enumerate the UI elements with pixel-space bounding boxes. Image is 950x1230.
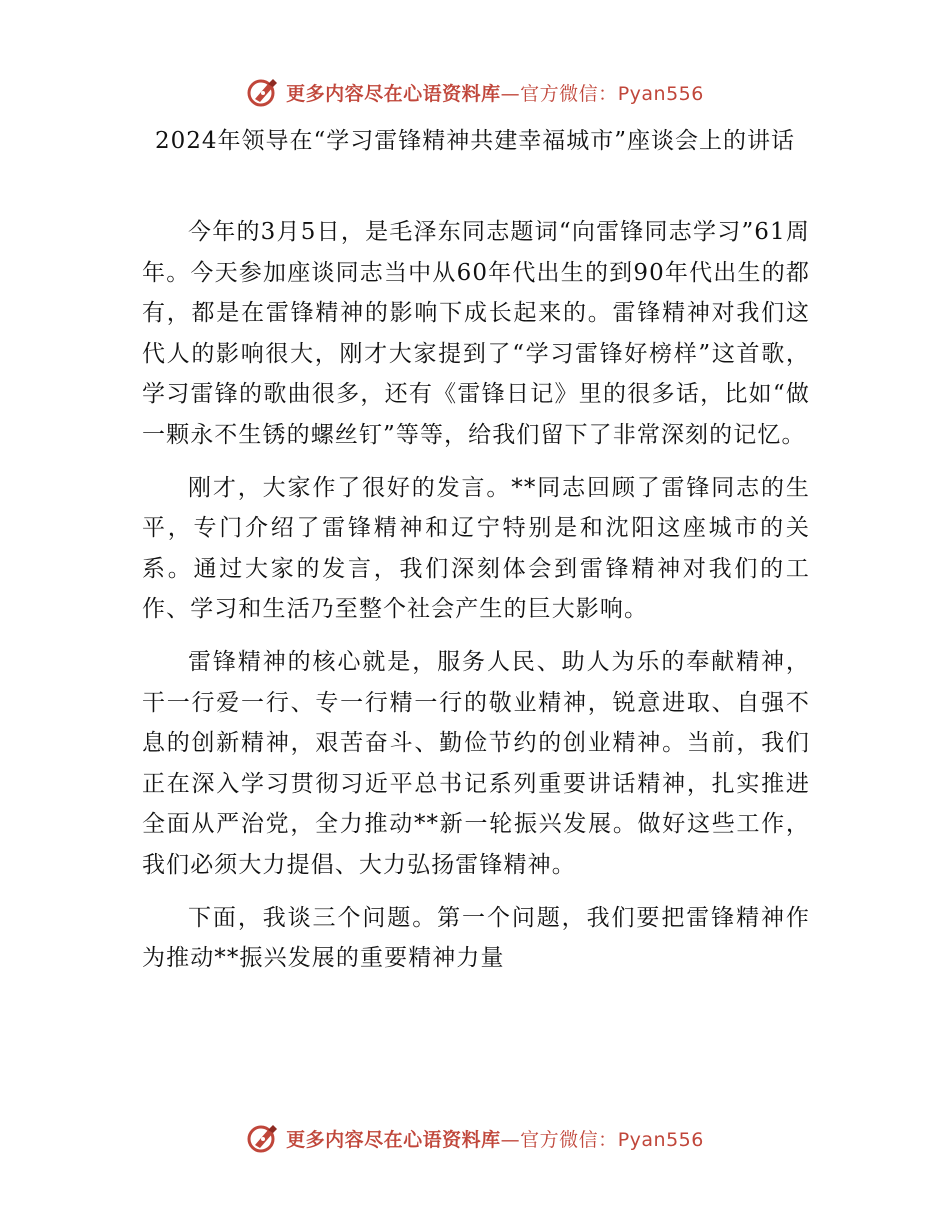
header-separator: —	[500, 82, 521, 105]
header-site-name: 更多内容尽在心语资料库	[286, 82, 501, 105]
footer-separator: —	[500, 1128, 521, 1151]
document-title: 2024年领导在“学习雷锋精神共建幸福城市”座谈会上的讲话	[154, 128, 796, 154]
paragraph: 下面，我谈三个问题。第一个问题，我们要把雷锋精神作为推动**振兴发展的重要精神力量	[142, 904, 810, 972]
header-contact-id: Pyan556	[617, 82, 704, 105]
footer-banner-text	[286, 1125, 704, 1152]
paragraph: 雷锋精神的核心就是，服务人民、助人为乐的奉献精神，干一行爱一行、专一行精一行的敬业精神，锐意进取、自强不息的创新精神，艰苦奋斗、勤俭节约的创业精神。当前，我们正在深入学习贯彻习近平总书记系列重要讲话精神，扎实推进全面从严治党，全力推动**新一轮振兴发展。做好这些工作，我们必须大力提倡、大力弘扬雷锋精神。	[142, 648, 810, 878]
footer-site-name: 更多内容尽在心语资料库	[286, 1128, 501, 1151]
header-contact-label: 官方微信：	[520, 82, 618, 105]
pen-nib-circle-icon	[246, 1121, 280, 1155]
footer-banner	[0, 1118, 950, 1158]
footer-contact-label: 官方微信：	[520, 1128, 618, 1151]
header-banner	[0, 72, 950, 112]
document-body	[142, 212, 810, 991]
paragraph: 刚才，大家作了很好的发言。**同志回顾了雷锋同志的生平，专门介绍了雷锋精神和辽宁特别是和沈阳这座城市的关系。通过大家的发言，我们深刻体会到雷锋精神对我们的工作、学习和生活乃至整个社会产生的巨大影响。	[142, 474, 810, 623]
header-banner-text	[286, 79, 704, 106]
footer-contact-id: Pyan556	[617, 1128, 704, 1151]
paragraph: 今年的3月5日，是毛泽东同志题词“向雷锋同志学习”61周年。今天参加座谈同志当中从60年代出生的到90年代出生的都有，都是在雷锋精神的影响下成长起来的。雷锋精神对我们这代人的影响很大，刚才大家提到了“学习雷锋好榜样”这首歌，学习雷锋的歌曲很多，还有《雷锋日记》里的很多话，比如“做一颗永不生锈的螺丝钉”等等，给我们留下了非常深刻的记忆。	[142, 219, 810, 448]
pen-nib-circle-icon	[246, 75, 280, 109]
